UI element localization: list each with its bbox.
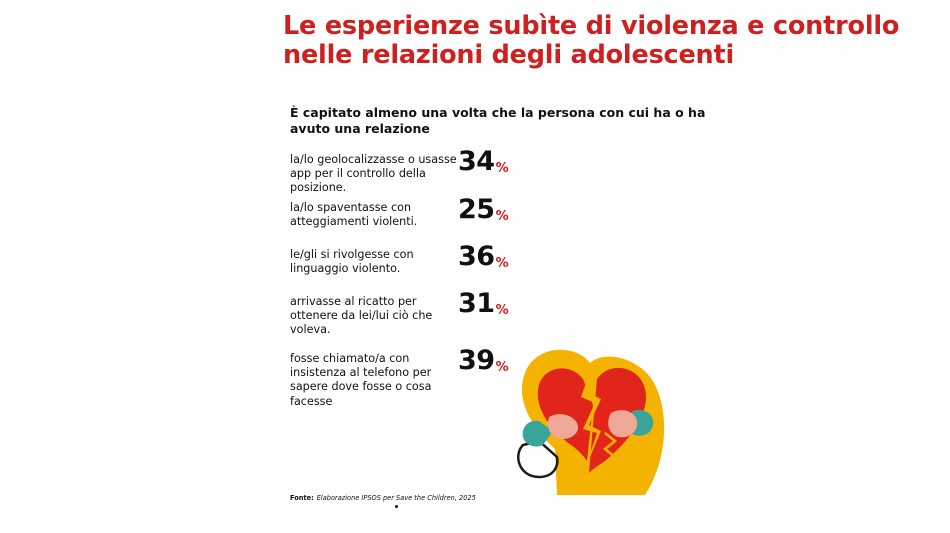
- statistic-value: [458, 196, 508, 228]
- percent-symbol: %: [495, 360, 509, 375]
- statistic-number: 36: [458, 241, 495, 272]
- list-item: [290, 146, 550, 200]
- percent-symbol: %: [495, 209, 509, 224]
- page-title: [283, 12, 903, 70]
- statistic-number: 34: [458, 146, 495, 177]
- statistic-label: fosse chiamato/a con insistenza al telefono per sapere dove fosse o cosa facesse: [290, 352, 432, 408]
- percent-symbol: %: [495, 256, 509, 271]
- title-line-1: Le esperienze subìte di violenza e controllo: [283, 11, 900, 41]
- source-text: Elaborazione IPSOS per Save the Children, 2025: [316, 494, 476, 502]
- statistic-value: [458, 243, 508, 275]
- statistic-label: la/lo spaventasse con atteggiamenti violenti.: [290, 201, 418, 229]
- statistic-label: la/lo geolocalizzasse o usasse app per il controllo della posizione.: [290, 153, 457, 195]
- statistic-label: le/gli si rivolgesse con linguaggio violento.: [290, 248, 414, 276]
- statistic-number: 31: [458, 288, 495, 319]
- title-line-2: nelle relazioni degli adolescenti: [283, 40, 735, 70]
- statistic-value: [458, 347, 508, 379]
- list-item: [290, 194, 550, 247]
- decorative-dot: [395, 505, 398, 508]
- percent-symbol: %: [495, 303, 509, 318]
- statistic-value: [458, 148, 508, 180]
- statistic-value: [458, 290, 508, 322]
- broken-heart-illustration: [505, 345, 675, 495]
- list-item: [290, 288, 550, 351]
- lead-statement: È capitato almeno una volta che la persona con cui ha o ha avuto una relazione: [290, 105, 706, 136]
- percent-symbol: %: [495, 161, 509, 176]
- statistic-number: 25: [458, 194, 495, 225]
- source-note: [290, 494, 476, 502]
- statistic-number: 39: [458, 345, 495, 376]
- list-item: [290, 241, 550, 294]
- statistic-label: arrivasse al ricatto per ottenere da lei/lui ciò che voleva.: [290, 295, 433, 337]
- source-label: Fonte:: [290, 494, 314, 502]
